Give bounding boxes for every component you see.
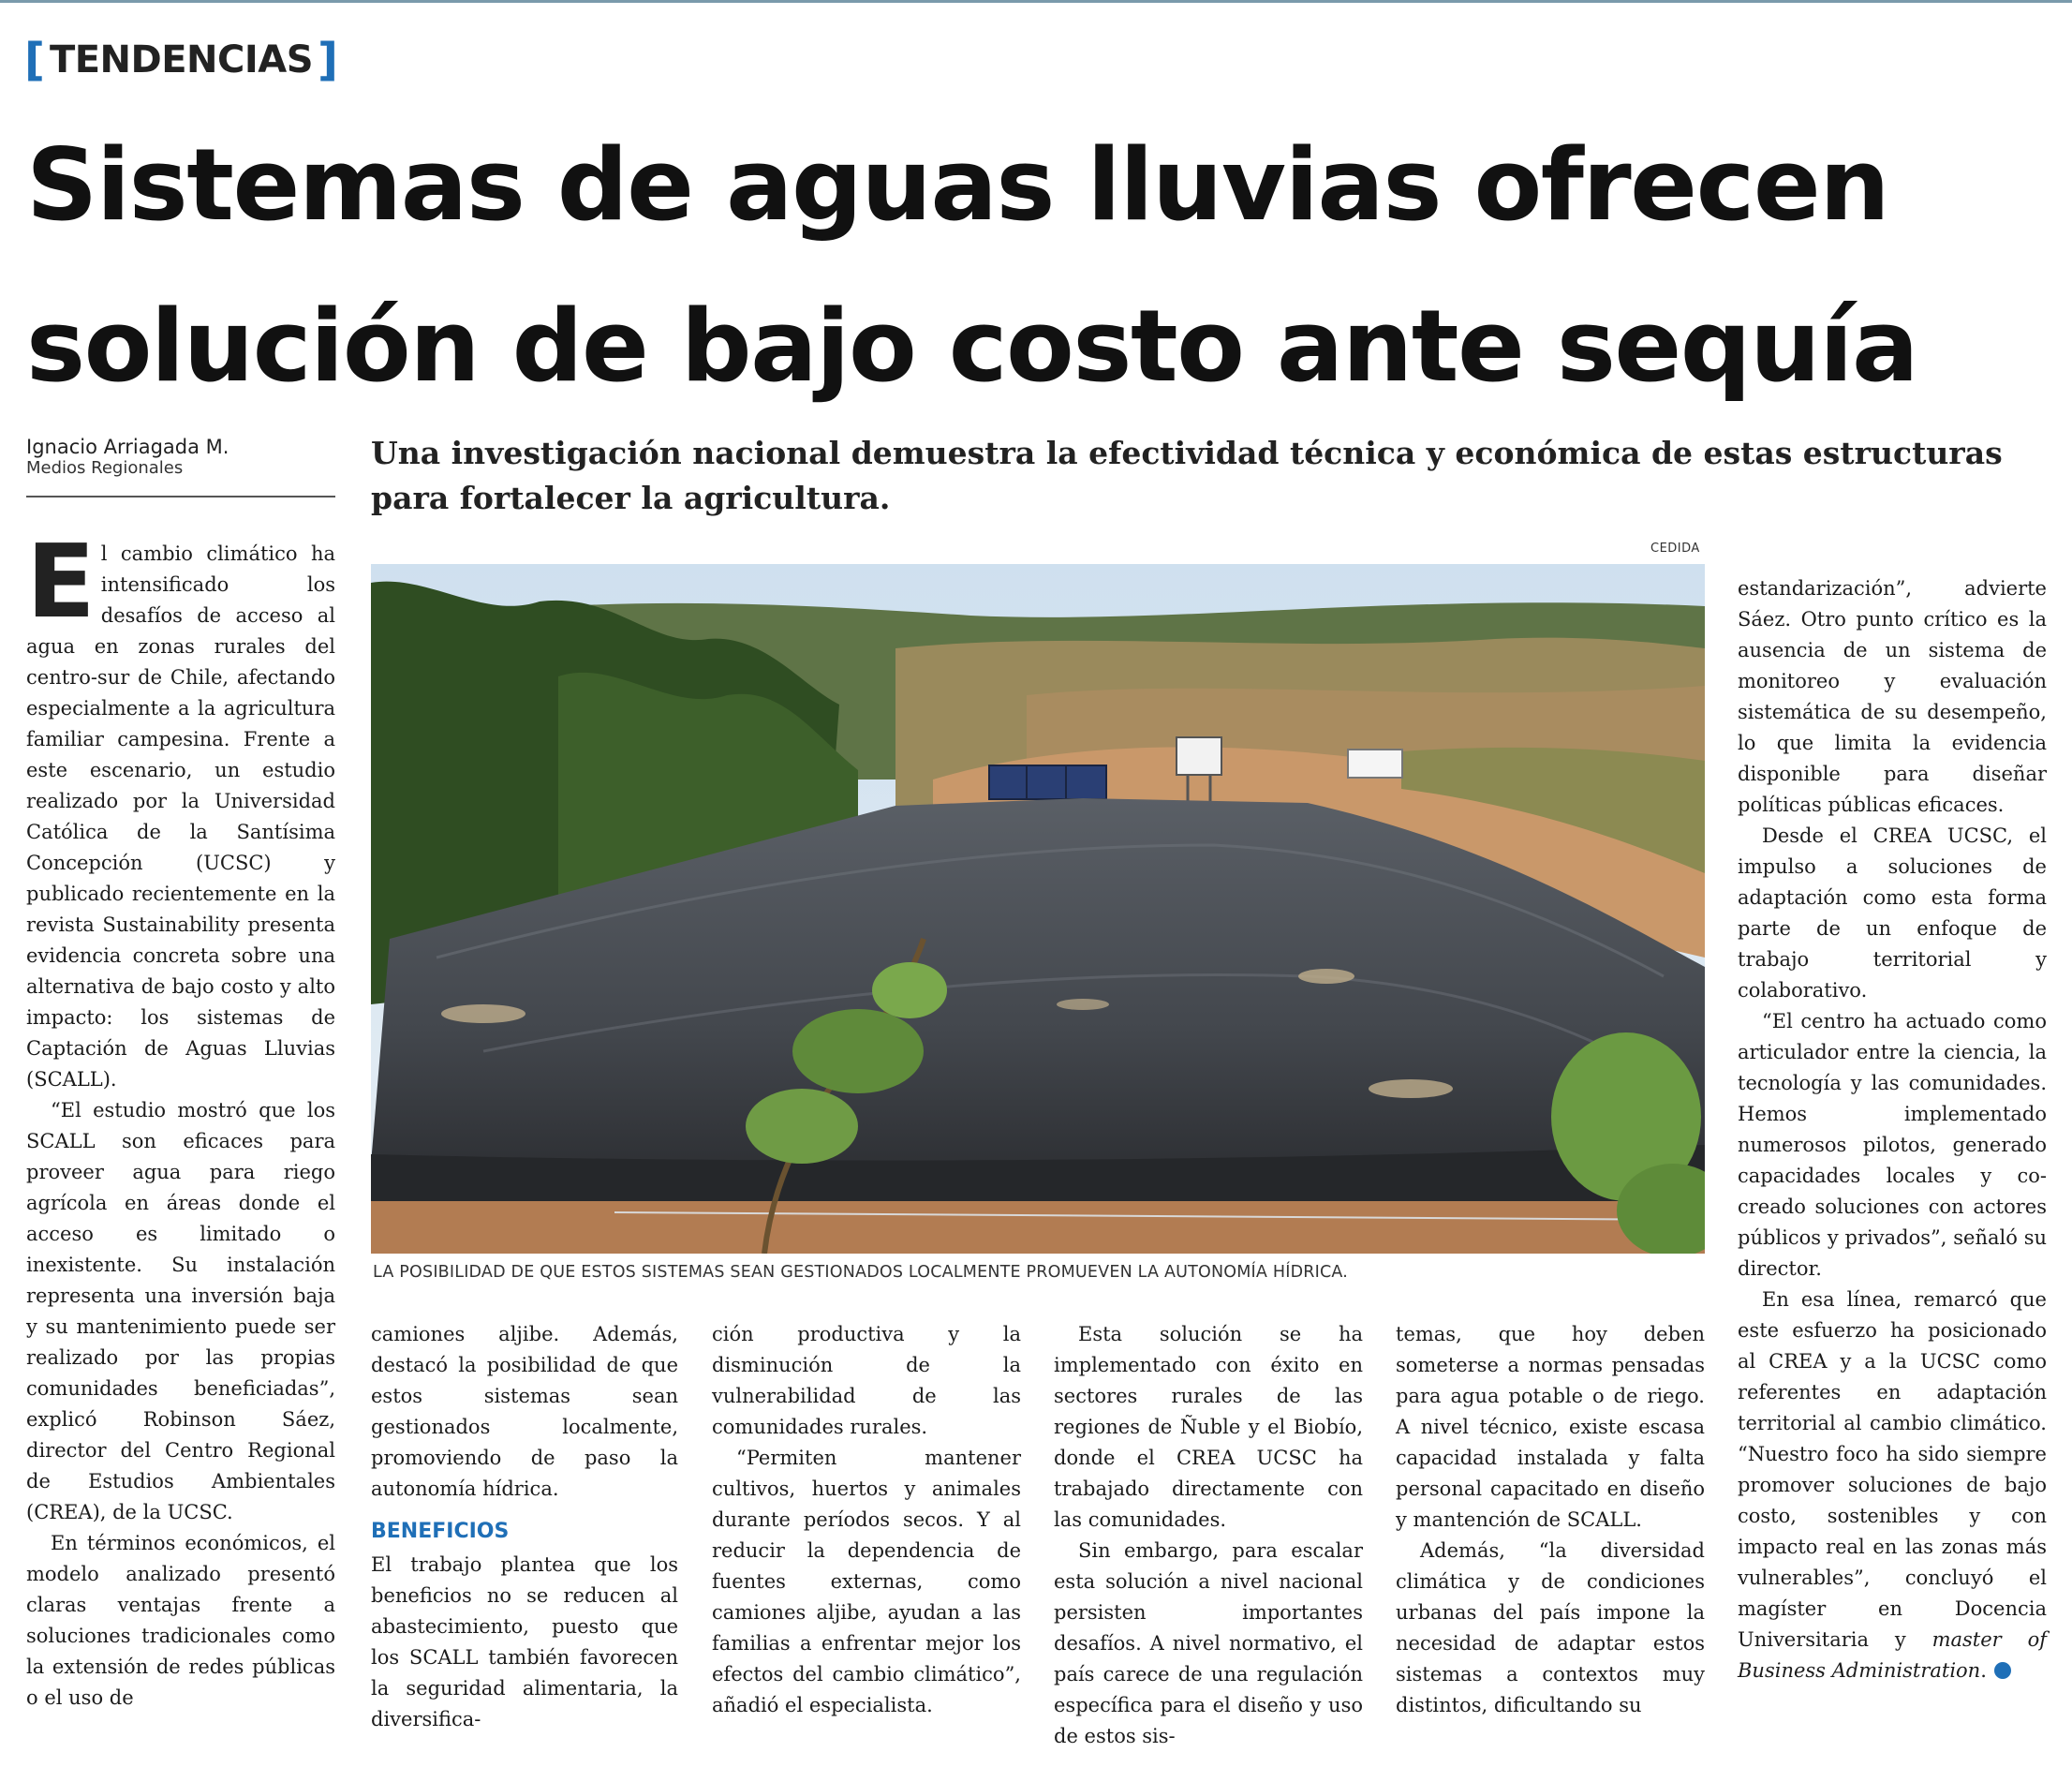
byline	[26, 436, 335, 497]
closing-paragraph	[1738, 1285, 2047, 1686]
paragraph: temas, que hoy deben someterse a normas pensadas para agua potable o de riego. A nivel técnico, existe escasa capacidad instalada y falta personal capacitado en diseño y mantención de SCALL.	[1396, 1323, 1705, 1531]
column-3	[712, 1319, 1021, 1721]
paragraph: El trabajo plantea que los beneficios no se reducen al abastecimiento, puesto que los SCALL también favorecen la seguridad alimentaria, la diversifica-	[371, 1553, 678, 1730]
headline-line-2: solución de bajo costo ante sequía	[26, 289, 1918, 404]
paragraph: En términos económicos, el modelo analizado presentó claras ventajas frente a soluciones tradicionales como la extensión de redes públicas o el uso de	[26, 1532, 335, 1709]
paragraph: estandarización”, advierte Sáez. Otro punto crítico es la ausencia de un sistema de monitoreo y evaluación sistemática de su desempeño, lo que limita la evidencia disponible para diseñar políticas públicas eficaces.	[1738, 577, 2047, 816]
headline	[26, 105, 2068, 427]
tag-bracket-right: ]	[318, 34, 338, 86]
paragraph: camiones aljibe. Además, destacó la posibilidad de que estos sistemas sean gestionados localmente, promoviendo de paso la autonomía hídrica.	[371, 1323, 678, 1500]
top-rule	[0, 0, 2072, 3]
column-2	[371, 1319, 678, 1735]
paragraph: “El centro ha actuado como articulador entre la ciencia, la tecnología y las comunidades. Hemos implementado numerosos pilotos, generado capacidades locales y co-creado soluciones con actores públicos y privados”, señaló su director.	[1738, 1010, 2047, 1280]
author-name: Ignacio Arriagada M.	[26, 436, 229, 458]
closing-text: En esa línea, remarcó que este esfuerzo ha posicionado al CREA y a la UCSC como referentes en adaptación territorial al cambio climático. “Nuestro foco ha sido siempre promover soluciones de bajo costo, sostenibles y con impacto real en las zonas más vulnerables”, concluyó el magíster en Docencia Universitaria y	[1738, 1288, 2047, 1651]
lead-paragraph-text: l cambio climático ha intensificado los desafíos de acceso al agua en zonas rurales del centro-sur de Chile, afectando especialmente a la agricultura familiar campesina. Frente a este escenario, un estudio realizado por la Universidad Católica de la Santísima Concepción (UCSC) y publicado recientemente en la revista Sustainability presenta evidencia concreta sobre una alternativa de bajo costo y alto impacto: los sistemas de Captación de Aguas Lluvias (SCALL).	[26, 542, 335, 1091]
column-4	[1054, 1319, 1363, 1752]
tag-bracket-left: [	[24, 34, 45, 86]
closing-italic-text: master of Business Administration	[1738, 1628, 2047, 1682]
end-mark-icon	[1994, 1662, 2011, 1679]
paragraph: Sin embargo, para escalar esta solución a nivel nacional persisten importantes desafíos. A nivel normativo, el país carece de una regulación específica para el diseño y uso de estos sis-	[1054, 1539, 1363, 1747]
rainwater-pond-photo	[371, 564, 1705, 1254]
subhead-beneficios: BENEFICIOS	[371, 1520, 510, 1543]
column-6	[1738, 573, 2047, 1686]
paragraph: “Permiten mantener cultivos, huertos y animales durante períodos secos. Y al reducir la dependencia de fuentes externas, como camiones aljibe, ayudan a las familias a enfrentar mejor los efectos del cambio climático”, añadió el especialista.	[712, 1447, 1021, 1716]
section-tag	[24, 32, 338, 88]
article-photo	[371, 564, 1705, 1254]
photo-caption: LA POSIBILIDAD DE QUE ESTOS SISTEMAS SEAN GESTIONADOS LOCALMENTE PROMUEVEN LA AUTONOMÍA HÍDRICA.	[373, 1263, 1349, 1282]
headline-line-1: Sistemas de aguas lluvias ofrecen	[26, 127, 1889, 243]
photo-credit: CEDIDA	[1650, 542, 1700, 556]
section-tag-label: TENDENCIAS	[49, 38, 314, 82]
paragraph: Además, “la diversidad climática y de condiciones urbanas del país impone la necesidad de adaptar estos sistemas a contextos muy distintos, dificultando su	[1396, 1539, 1705, 1716]
author-outlet: Medios Regionales	[26, 458, 184, 478]
column-5	[1396, 1319, 1705, 1721]
paragraph: ción productiva y la disminución de la vulnerabilidad de las comunidades rurales.	[712, 1323, 1021, 1438]
closing-period: .	[1980, 1659, 1987, 1682]
lead-paragraph	[26, 524, 335, 1095]
paragraph: Esta solución se ha implementado con éxito en sectores rurales de las regiones de Ñuble y el Biobío, donde el CREA UCSC ha trabajado directamente con las comunidades.	[1054, 1323, 1363, 1531]
deck: Una investigación nacional demuestra la efectividad técnica y económica de estas estructuras para fortalecer la agricultura.	[371, 435, 2003, 516]
paragraph: “El estudio mostró que los SCALL son eficaces para proveer agua para riego agrícola en áreas donde el acceso es limitado o inexistente. Su instalación representa una inversión baja y su mantenimiento puede ser realizado por las propias comunidades beneficiadas”, explicó Robinson Sáez, director del Centro Regional de Estudios Ambientales (CREA), de la UCSC.	[26, 1099, 335, 1523]
column-1	[26, 524, 335, 1757]
paragraph: Desde el CREA UCSC, el impulso a soluciones de adaptación como esta forma parte de un enfoque de trabajo territorial y colaborativo.	[1738, 824, 2047, 1002]
dropcap: E	[26, 524, 96, 641]
